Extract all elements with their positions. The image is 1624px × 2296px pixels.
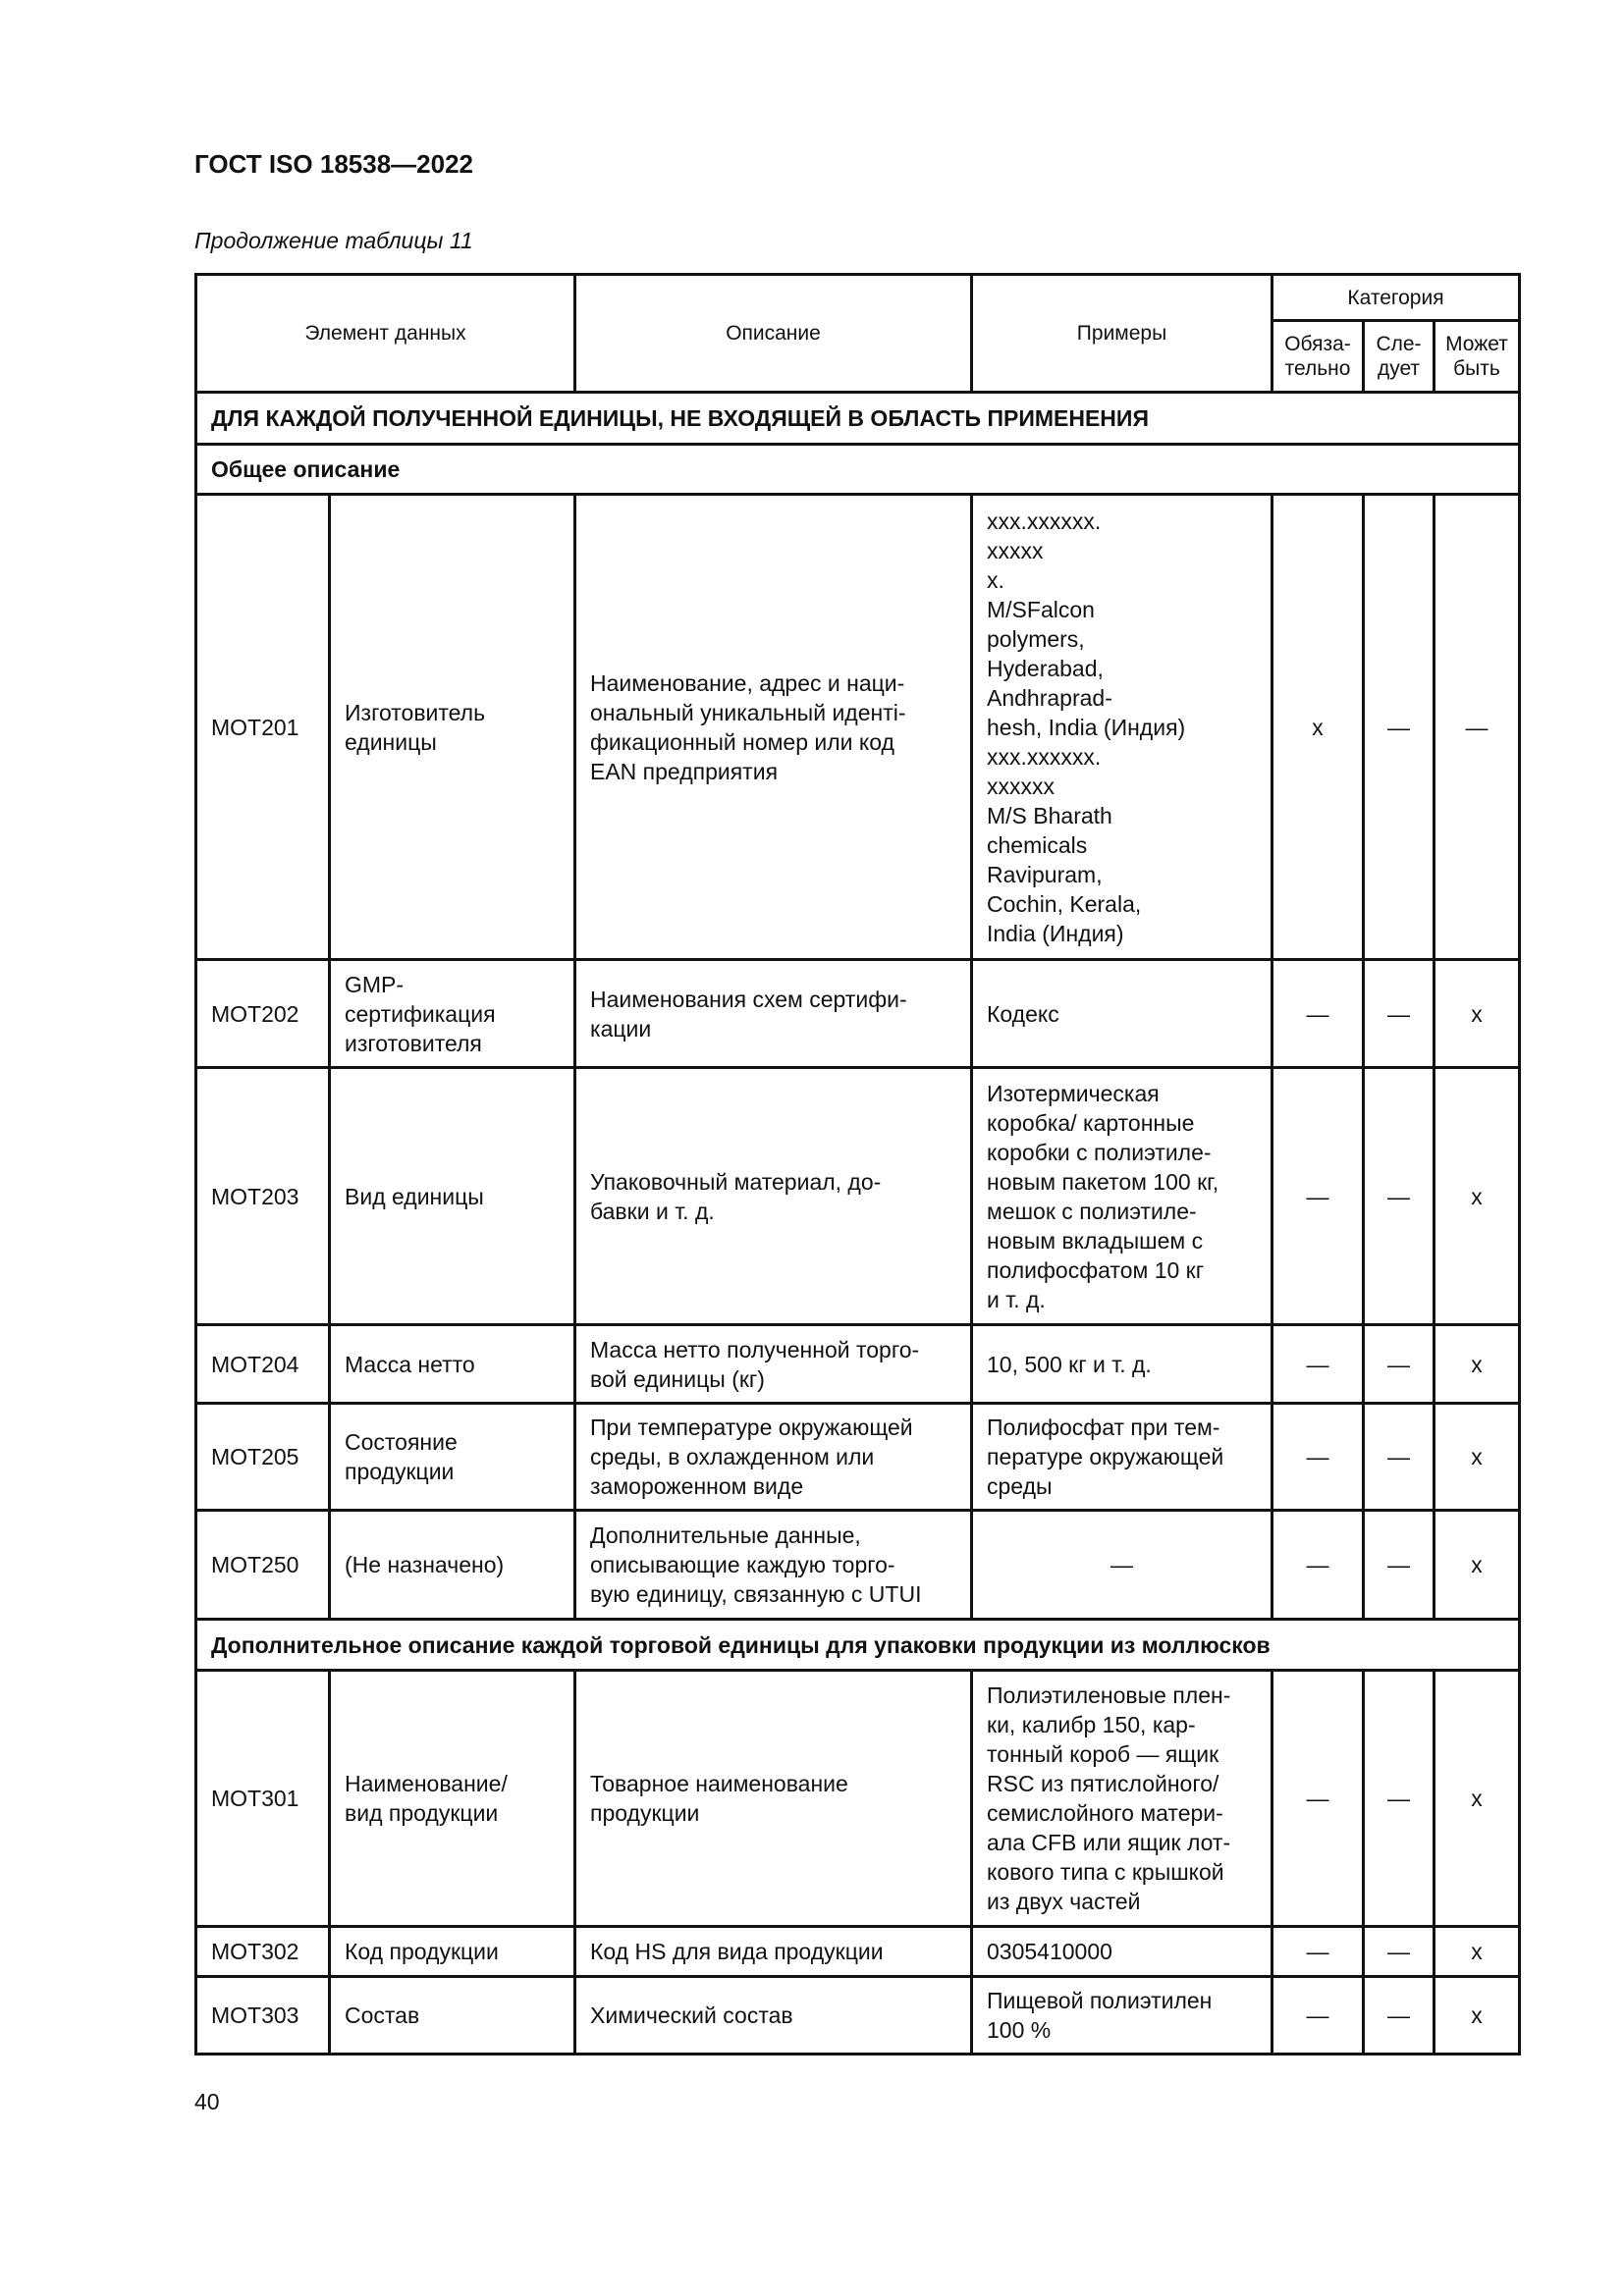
description-cell: Товарное наименование продукции — [575, 1671, 972, 1927]
table-row — [196, 1511, 1520, 1620]
mandatory-cell: — — [1272, 960, 1364, 1068]
data-element-name: Наименование/ вид продукции — [330, 1671, 575, 1927]
table-row — [196, 1404, 1520, 1511]
examples-cell: Пищевой полиэтилен 100 % — [972, 1977, 1272, 2055]
mandatory-cell: — — [1272, 1927, 1364, 1977]
data-element-name: Вид единицы — [330, 1068, 575, 1325]
data-element-code: MOT205 — [196, 1404, 330, 1511]
examples-cell: 0305410000 — [972, 1927, 1272, 1977]
table-row — [196, 1325, 1520, 1404]
should-cell: — — [1364, 960, 1435, 1068]
table-row — [196, 1927, 1520, 1977]
mandatory-cell: — — [1272, 1404, 1364, 1511]
should-cell: — — [1364, 495, 1435, 960]
should-cell: — — [1364, 1927, 1435, 1977]
examples-cell: 10, 500 кг и т. д. — [972, 1325, 1272, 1404]
should-cell: — — [1364, 1511, 1435, 1620]
table-row — [196, 1068, 1520, 1325]
data-element-code: MOT302 — [196, 1927, 330, 1977]
table-row — [196, 960, 1520, 1068]
examples-cell: Полифосфат при тем- пературе окружающей среды — [972, 1404, 1272, 1511]
mandatory-cell: — — [1272, 1671, 1364, 1927]
should-cell: — — [1364, 1404, 1435, 1511]
mandatory-cell: — — [1272, 1325, 1364, 1404]
mandatory-cell: — — [1272, 1977, 1364, 2055]
examples-cell: — — [972, 1511, 1272, 1620]
mandatory-cell: — — [1272, 1511, 1364, 1620]
description-cell: При температуре окружающей среды, в охлажденном или замороженном виде — [575, 1404, 972, 1511]
mandatory-cell: x — [1272, 495, 1364, 960]
header-examples: Примеры — [972, 275, 1272, 393]
examples-cell: Полиэтиленовые плен- ки, калибр 150, кар- тонный короб — ящик RSC из пятислойного/ семислойного матери- ала CFB или ящик лот- кового типа с крышкой из двух частей — [972, 1671, 1272, 1927]
header-mandatory: Обяза- тельно — [1272, 321, 1364, 393]
data-element-name: Код продукции — [330, 1927, 575, 1977]
may-cell: x — [1435, 1325, 1520, 1404]
data-element-code: MOT303 — [196, 1977, 330, 2055]
table-row — [196, 1671, 1520, 1927]
section-heading: ДЛЯ КАЖДОЙ ПОЛУЧЕННОЙ ЕДИНИЦЫ, НЕ ВХОДЯЩЕЙ В ОБЛАСТЬ ПРИМЕНЕНИЯ — [196, 393, 1520, 445]
may-cell: x — [1435, 1927, 1520, 1977]
data-element-name: Масса нетто — [330, 1325, 575, 1404]
description-cell: Код HS для вида продукции — [575, 1927, 972, 1977]
should-cell: — — [1364, 1325, 1435, 1404]
data-element-code: MOT203 — [196, 1068, 330, 1325]
examples-cell: Кодекс — [972, 960, 1272, 1068]
data-element-code: MOT301 — [196, 1671, 330, 1927]
header-description: Описание — [575, 275, 972, 393]
description-cell: Масса нетто полученной торго- вой единицы (кг) — [575, 1325, 972, 1404]
may-cell: — — [1435, 495, 1520, 960]
table-row — [196, 1977, 1520, 2055]
may-cell: x — [1435, 1404, 1520, 1511]
may-cell: x — [1435, 1977, 1520, 2055]
may-cell: x — [1435, 1671, 1520, 1927]
should-cell: — — [1364, 1671, 1435, 1927]
data-element-code: MOT201 — [196, 495, 330, 960]
header-element: Элемент данных — [196, 275, 575, 393]
header-should: Сле- дует — [1364, 321, 1435, 393]
data-element-name: GMP- сертификация изготовителя — [330, 960, 575, 1068]
examples-cell: xxx.xxxxxx. xxxxx x. M/SFalcon polymers, Hyderabad, Andhraprad- hesh, India (Индия) xxx.xxxxxx. xxxxxx M/S Bharath chemicals Ravipuram, Cochin, Kerala, India (Индия) — [972, 495, 1272, 960]
data-element-name: (Не назначено) — [330, 1511, 575, 1620]
should-cell: — — [1364, 1068, 1435, 1325]
data-element-name: Состав — [330, 1977, 575, 2055]
data-table — [194, 273, 1521, 2056]
table-row — [196, 495, 1520, 960]
description-cell: Наименования схем сертифи- кации — [575, 960, 972, 1068]
description-cell: Химический состав — [575, 1977, 972, 2055]
description-cell: Наименование, адрес и наци- ональный уникальный идентi- фикационный номер или код EAN предприятия — [575, 495, 972, 960]
may-cell: x — [1435, 1511, 1520, 1620]
subsection-heading: Общее описание — [196, 445, 1520, 495]
description-cell: Дополнительные данные, описывающие каждую торго- вую единицу, связанную с UTUI — [575, 1511, 972, 1620]
may-cell: x — [1435, 1068, 1520, 1325]
section-heading: Дополнительное описание каждой торговой единицы для упаковки продукции из моллюсков — [196, 1620, 1520, 1671]
document-title: ГОСТ ISO 18538—2022 — [194, 149, 474, 179]
should-cell: — — [1364, 1977, 1435, 2055]
table-caption: Продолжение таблицы 11 — [194, 228, 473, 253]
examples-cell: Изотермическая коробка/ картонные коробки с полиэтиле- новым пакетом 100 кг, мешок с полиэтиле- новым вкладышем с полифосфатом 10 кг и т. д. — [972, 1068, 1272, 1325]
header-category: Категория — [1272, 275, 1520, 321]
data-element-code: MOT250 — [196, 1511, 330, 1620]
data-element-name: Состояние продукции — [330, 1404, 575, 1511]
data-element-code: MOT202 — [196, 960, 330, 1068]
may-cell: x — [1435, 960, 1520, 1068]
page-number: 40 — [194, 2089, 220, 2114]
data-element-code: MOT204 — [196, 1325, 330, 1404]
description-cell: Упаковочный материал, до- бавки и т. д. — [575, 1068, 972, 1325]
data-element-name: Изготовитель единицы — [330, 495, 575, 960]
header-may: Может быть — [1435, 321, 1520, 393]
mandatory-cell: — — [1272, 1068, 1364, 1325]
